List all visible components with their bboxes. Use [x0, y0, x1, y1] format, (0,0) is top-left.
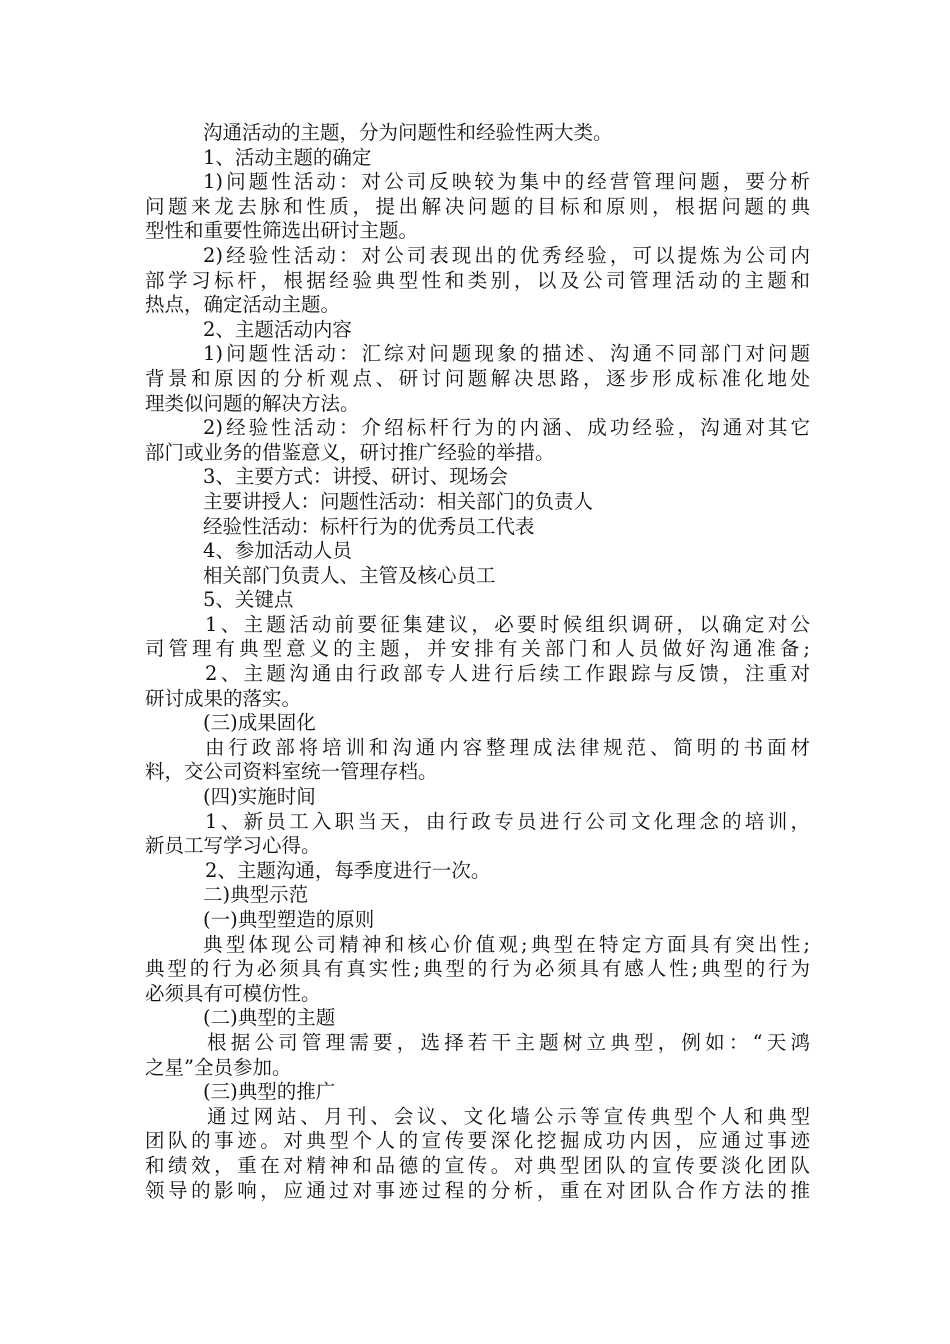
text-line: 热点，确定活动主题。: [145, 293, 341, 317]
section-heading: (三)成果固化: [203, 711, 316, 735]
text-line: 2、主题沟通由行政部专人进行后续工作跟踪与反馈，注重对: [205, 662, 810, 686]
text-line: 团队的事迹。对典型个人的宣传要深化挖掘成功内因，应通过事迹: [145, 1129, 810, 1153]
text-line: 之星”全员参加。: [145, 1055, 292, 1079]
text-line: 领导的影响，应通过对事迹过程的分析，重在对团队合作方法的推: [145, 1178, 810, 1202]
section-heading: (二)典型的主题: [203, 1006, 336, 1030]
text-line: 1、主题活动前要征集建议，必要时候组织调研，以确定对公: [205, 612, 810, 636]
text-line: 司管理有典型意义的主题，并安排有关部门和人员做好沟通准备;: [145, 637, 810, 661]
text-line: 部学习标杆，根据经验典型性和类别，以及公司管理活动的主题和: [145, 268, 810, 292]
text-line: 和绩效，重在对精神和品德的宣传。对典型团队的宣传要淡化团队: [145, 1153, 810, 1177]
text-line: 经验性活动：标杆行为的优秀员工代表: [203, 514, 535, 538]
text-line: 背景和原因的分析观点、研讨问题解决思路，逐步形成标准化地处: [145, 366, 810, 390]
text-line: 新员工写学习心得。: [145, 834, 321, 858]
text-line: 部门或业务的借鉴意义，研讨推广经验的举措。: [145, 440, 555, 464]
section-heading: 3、主要方式：讲授、研讨、现场会: [203, 465, 508, 489]
text-line: 1)问题性活动：对公司反映较为集中的经营管理问题，要分析: [203, 170, 810, 194]
text-line: 典型体现公司精神和核心价值观;典型在特定方面具有突出性;: [203, 932, 810, 956]
document-body: [145, 121, 810, 1203]
text-line: 型性和重要性筛选出研讨主题。: [145, 219, 419, 243]
section-heading: (四)实施时间: [203, 785, 316, 809]
text-line: 沟通活动的主题，分为问题性和经验性两大类。: [203, 121, 613, 144]
text-line: 典型的行为必须具有真实性;典型的行为必须具有感人性;典型的行为: [145, 957, 810, 981]
text-line: 2)经验性活动：介绍标杆行为的内涵、成功经验，沟通对其它: [203, 416, 810, 440]
text-line: 1)问题性活动：汇综对问题现象的描述、沟通不同部门对问题: [203, 342, 810, 366]
text-line: 理类似问题的解决方法。: [145, 391, 360, 415]
text-line: 料，交公司资料室统一管理存档。: [145, 760, 438, 784]
section-heading: 1、活动主题的确定: [203, 145, 372, 169]
text-line: 根据公司管理需要，选择若干主题树立典型，例如：“天鸿: [207, 1030, 810, 1054]
text-line: 必须具有可模仿性。: [145, 981, 321, 1005]
section-heading: 二)典型示范: [203, 883, 309, 907]
text-line: 相关部门负责人、主管及核心员工: [203, 563, 496, 587]
text-line: 主要讲授人：问题性活动：相关部门的负责人: [203, 489, 594, 513]
text-line: 研讨成果的落实。: [145, 686, 302, 710]
text-line: 由行政部将培训和沟通内容整理成法律规范、简明的书面材: [205, 735, 810, 759]
text-line: 问题来龙去脉和性质，提出解决问题的目标和原则，根据问题的典: [145, 194, 810, 218]
text-line: 1、新员工入职当天，由行政专员进行公司文化理念的培训，: [205, 809, 810, 833]
section-heading: (三)典型的推广: [203, 1080, 336, 1104]
section-heading: 2、主题活动内容: [203, 317, 352, 341]
section-heading: 4、参加活动人员: [203, 539, 352, 563]
text-line: 2)经验性活动：对公司表现出的优秀经验，可以提炼为公司内: [203, 243, 810, 267]
text-line: 2、主题沟通，每季度进行一次。: [205, 858, 491, 882]
section-heading: 5、关键点: [203, 588, 294, 612]
section-heading: (一)典型塑造的原则: [203, 908, 375, 931]
text-line: 通过网站、月刊、会议、文化墙公示等宣传典型个人和典型: [207, 1104, 810, 1128]
